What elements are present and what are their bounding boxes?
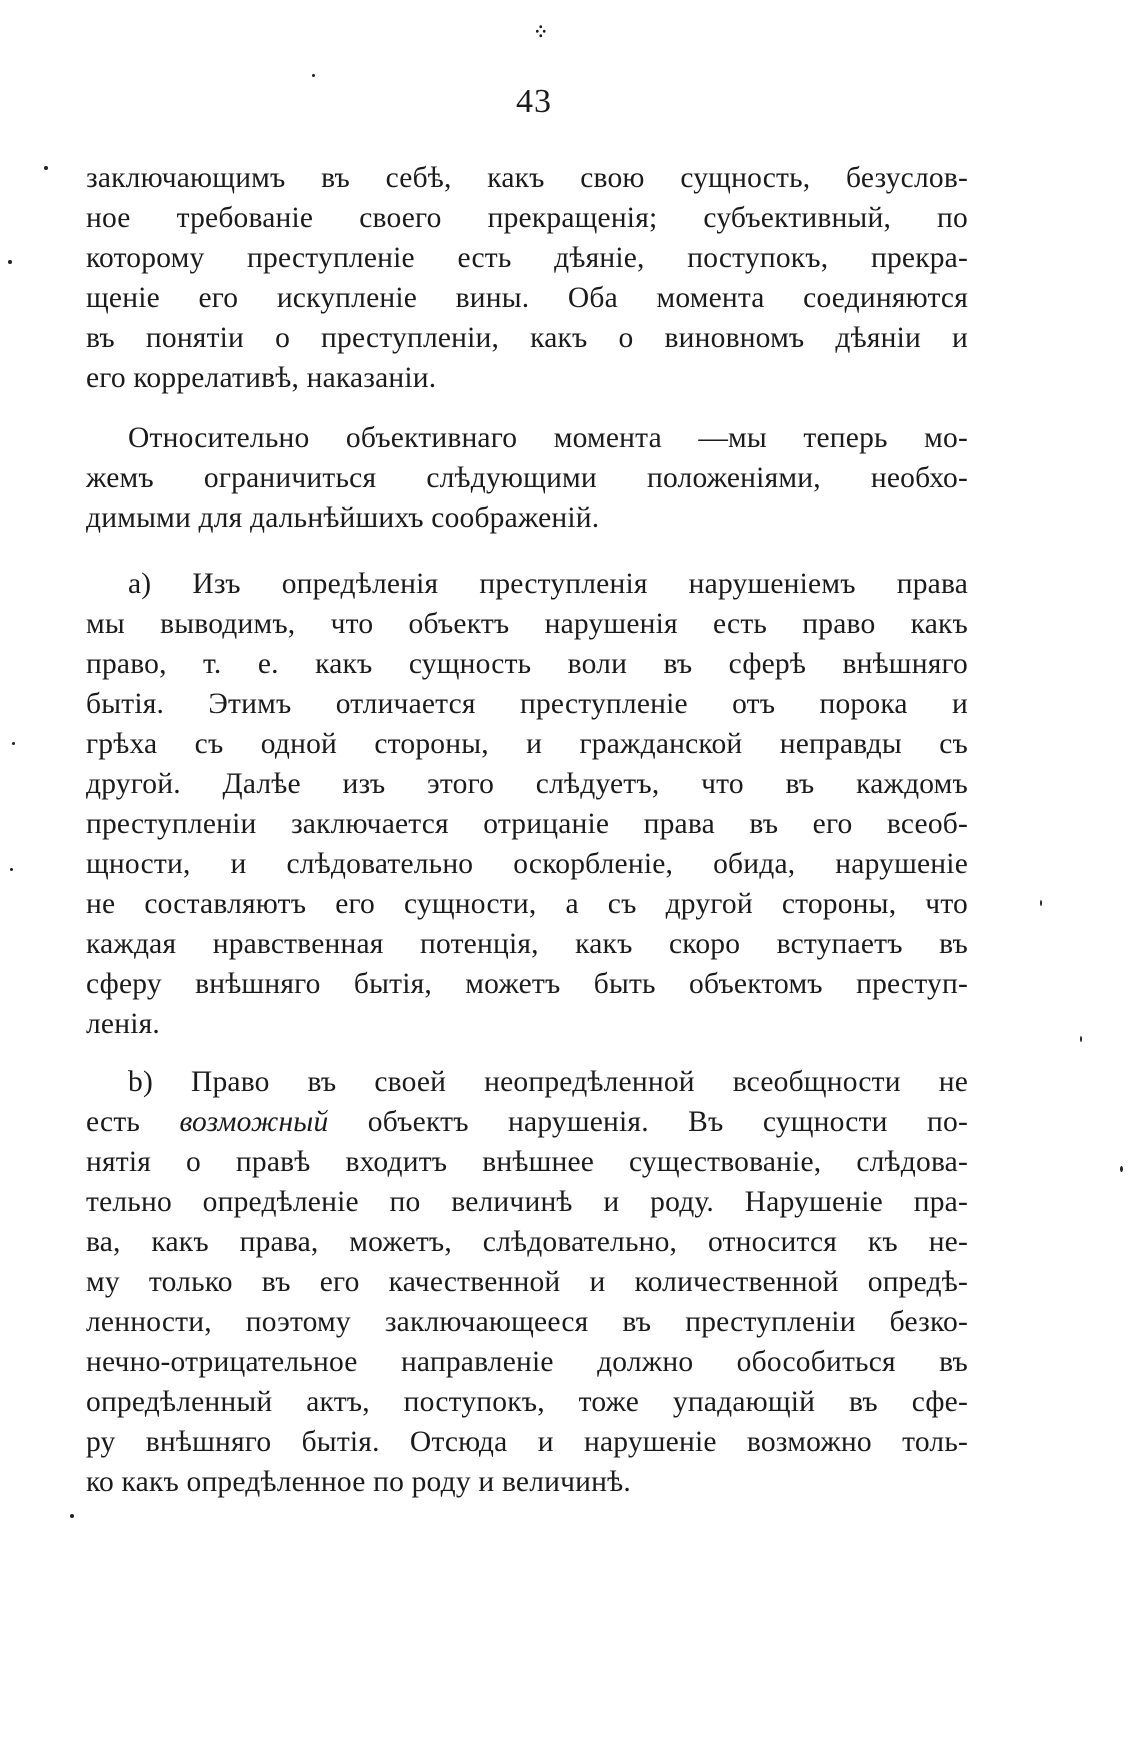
text-line: щеніе его искупленіе вины. Оба момента соединяются	[86, 282, 968, 314]
page-number: 43	[516, 83, 552, 120]
text-line: мы выводимъ, что объектъ нарушенія есть право какъ	[86, 608, 968, 640]
text-line: ленія.	[86, 1008, 160, 1040]
italic-phrase: возможный	[179, 1106, 329, 1138]
text-line: каждая нравственная потенція, какъ скоро вступаетъ въ	[86, 928, 968, 960]
text-line: a) Изъ опредѣленія преступленія нарушеніемъ права	[128, 568, 968, 600]
ornament-mark: ᠅	[530, 20, 546, 45]
text-line: не составляютъ его сущности, а съ другой стороны, что	[86, 888, 968, 920]
text-line: которому преступленіе есть дѣяніе, поступокъ, прекра-	[86, 242, 968, 274]
scan-speck	[12, 742, 15, 745]
text-line: преступленіи заключается отрицаніе права въ его всеоб-	[86, 808, 968, 840]
text-line: ное требованіе своего прекращенія; субъективный, по	[86, 202, 968, 234]
text-line: заключающимъ въ себѣ, какъ свою сущность, безуслов-	[86, 162, 968, 194]
text-line: сферу внѣшняго бытія, можетъ быть объектомъ преступ-	[86, 968, 968, 1000]
scan-speck	[70, 1514, 74, 1518]
text-line: опредѣленный актъ, поступокъ, тоже упадающій въ сфе-	[86, 1386, 968, 1418]
text-line: ко какъ опредѣленное по роду и величинѣ.	[86, 1466, 631, 1498]
text-line: щности, и слѣдовательно оскорбленіе, обида, нарушеніе	[86, 848, 968, 880]
text-line: жемъ ограничиться слѣдующими положеніями, необхо-	[86, 462, 968, 494]
scan-speck	[312, 74, 315, 77]
text-line: димыми для дальнѣйшихъ соображеній.	[86, 502, 600, 534]
scan-speck	[1120, 1166, 1123, 1172]
scan-speck	[44, 166, 48, 170]
scan-speck	[1040, 900, 1042, 906]
paragraph-continuation	[86, 158, 968, 398]
paragraph-objective-moment	[86, 418, 968, 538]
text-line: его коррелативѣ, наказаніи.	[86, 362, 437, 394]
text-line: ленности, поэтому заключающееся въ преступленіи безко-	[86, 1306, 968, 1338]
text-line: тельно опредѣленіе по величинѣ и роду. Нарушеніе пра-	[86, 1186, 968, 1218]
text-line: другой. Далѣе изъ этого слѣдуетъ, что въ каждомъ	[86, 768, 968, 800]
text-line: бытія. Этимъ отличается преступленіе отъ порока и	[86, 688, 968, 720]
text-line: b) Право въ своей неопредѣленной всеобщности не	[128, 1066, 968, 1098]
text-line: право, т. е. какъ сущность воли въ сферѣ внѣшняго	[86, 648, 968, 680]
text-line-with-italic: есть возможный объектъ нарушенія. Въ сущности по-	[86, 1106, 968, 1138]
scan-speck	[10, 868, 13, 871]
paragraph-point-b	[86, 1062, 968, 1502]
text-line: му только въ его качественной и количественной опредѣ-	[86, 1266, 968, 1298]
text-line: Относительно объективнаго момента —мы теперь мо-	[128, 422, 968, 454]
scan-speck	[1080, 1036, 1082, 1042]
text-line: въ понятіи о преступленіи, какъ о виновномъ дѣяніи и	[86, 322, 968, 354]
text-line: нятія о правѣ входитъ внѣшнее существованіе, слѣдова-	[86, 1146, 968, 1178]
text-line: грѣха съ одной стороны, и гражданской неправды съ	[86, 728, 968, 760]
text-line: ру внѣшняго бытія. Отсюда и нарушеніе возможно толь-	[86, 1426, 968, 1458]
text-line: нечно-отрицательное направленіе должно обособиться въ	[86, 1346, 968, 1378]
paragraph-point-a	[86, 564, 968, 1044]
scan-speck	[8, 260, 12, 264]
text-line: ва, какъ права, можетъ, слѣдовательно, относится къ не-	[86, 1226, 968, 1258]
